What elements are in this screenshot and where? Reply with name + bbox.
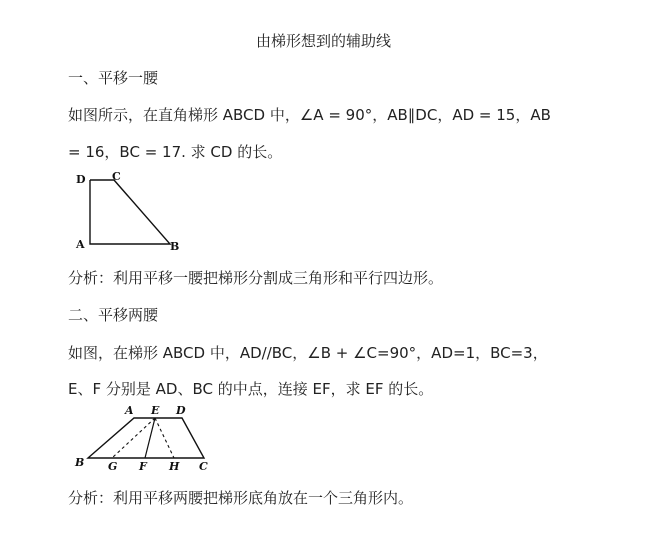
section2-heading: 二、平移两腰 bbox=[68, 306, 159, 324]
figure2-label-g: G bbox=[108, 460, 118, 473]
figure1-label-d: D bbox=[76, 173, 86, 186]
section1-analysis: 分析：利用平移一腰把梯形分割成三角形和平行四边形。 bbox=[68, 269, 444, 287]
figure1-label-a: A bbox=[76, 238, 85, 251]
section2-problem-line2: E、F 分别是 AD、BC 的中点，连接 EF，求 EF 的长。 bbox=[68, 380, 434, 398]
trapezoid-outline bbox=[90, 180, 170, 244]
figure2-label-f: F bbox=[139, 460, 147, 473]
figure-isosceles-trapezoid bbox=[72, 402, 222, 474]
segment-eh-dashed bbox=[155, 418, 174, 458]
section2-problem-line1: 如图，在梯形 ABCD 中，AD//BC，∠B + ∠C=90°，AD=1，BC=3， bbox=[68, 344, 548, 362]
figure2-label-b: B bbox=[75, 456, 85, 469]
section1-heading: 一、平移一腰 bbox=[68, 69, 159, 87]
figure1-label-b: B bbox=[170, 240, 180, 253]
figure2-label-d: D bbox=[176, 404, 186, 417]
section1-problem-line1: 如图所示，在直角梯形 ABCD 中，∠A = 90°，AB∥DC，AD = 15，AB bbox=[68, 106, 551, 124]
figure2-label-h: H bbox=[169, 460, 180, 473]
figure2-label-e: E bbox=[151, 404, 160, 417]
figure2-label-c: C bbox=[199, 460, 208, 473]
document-title: 由梯形想到的辅助线 bbox=[255, 32, 391, 50]
section1-problem-line2: = 16，BC = 17. 求 CD 的长。 bbox=[68, 143, 283, 161]
figure2-label-a: A bbox=[125, 404, 134, 417]
section2-analysis: 分析：利用平移两腰把梯形底角放在一个三角形内。 bbox=[68, 489, 414, 507]
segment-eg-dashed bbox=[112, 418, 155, 458]
segment-ef bbox=[145, 418, 155, 458]
figure1-label-c: C bbox=[112, 170, 121, 183]
figure-right-trapezoid bbox=[72, 168, 192, 254]
